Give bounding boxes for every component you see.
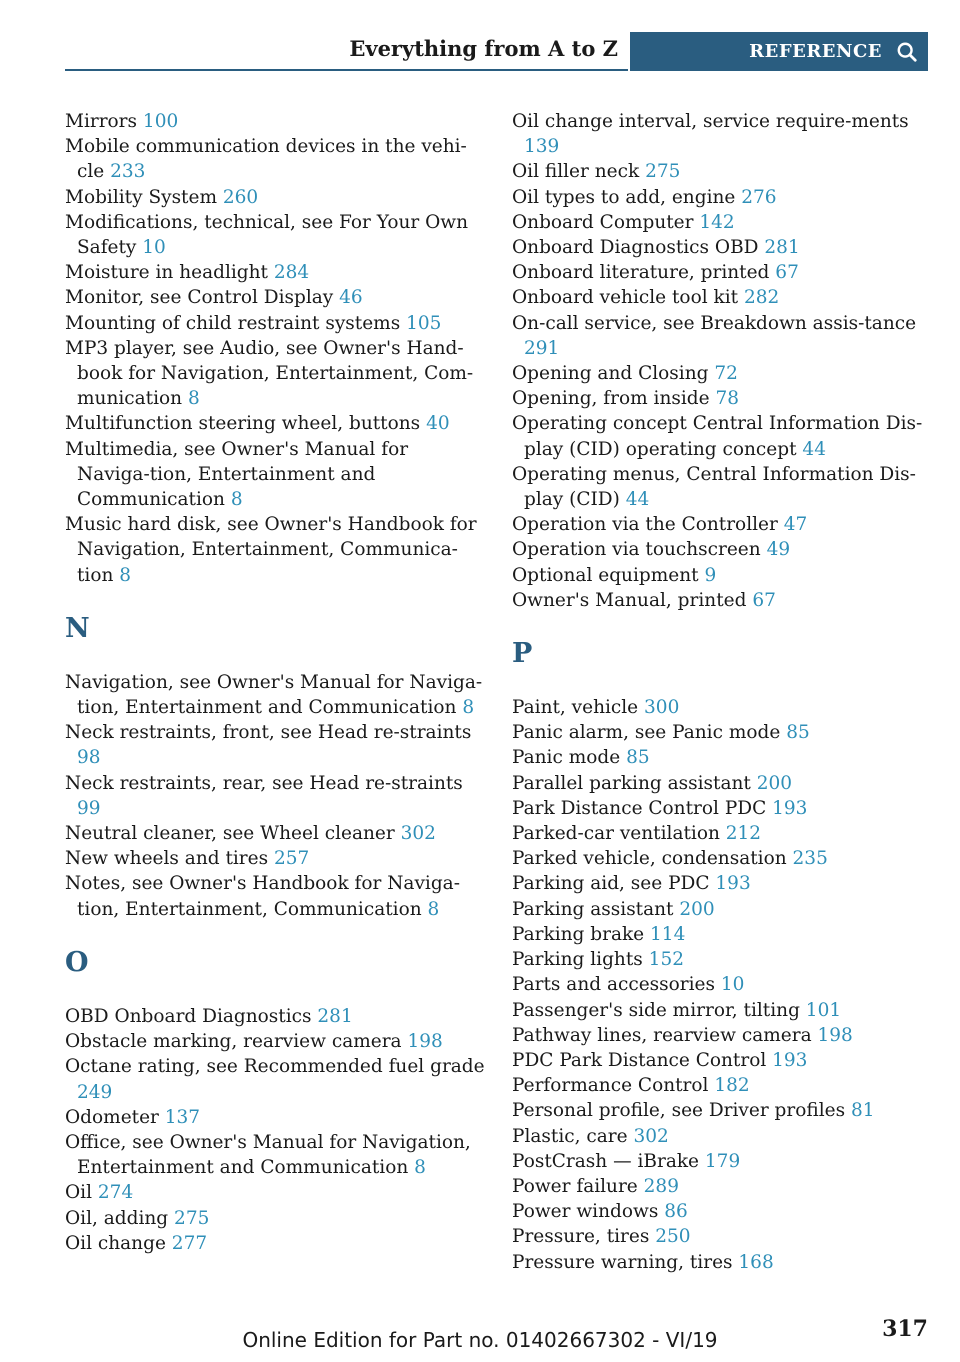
index-term: Oil	[65, 1182, 93, 1204]
index-term: Mobile communication devices in the vehi-cle	[65, 136, 467, 183]
index-entry	[512, 897, 932, 922]
page-reference-link[interactable]: 142	[699, 211, 735, 233]
index-term: Park Distance Control PDC	[512, 797, 767, 819]
page-reference-link[interactable]: 300	[644, 697, 680, 719]
index-term: Neck restraints, front, see Head re-straints	[65, 722, 472, 744]
index-term: Operating menus, Central Information Dis-play (CID)	[512, 463, 916, 511]
index-term: Neck restraints, rear, see Head re-straints	[65, 772, 463, 794]
index-term: Operation via the Controller	[512, 514, 778, 536]
index-entry	[65, 1029, 485, 1054]
page-reference-link[interactable]: 9	[704, 564, 717, 586]
index-term: Multimedia, see Owner's Manual for Naviga-tion, Entertainment and Communication	[65, 438, 409, 511]
page-reference-link[interactable]: 260	[222, 186, 259, 208]
index-term: Navigation, see Owner's Manual for Naviga-tion, Entertainment and Communication	[65, 671, 483, 719]
page-reference-link[interactable]: 137	[164, 1106, 201, 1128]
page-reference-link[interactable]: 249	[77, 1081, 113, 1103]
page-reference-link[interactable]: 81	[850, 1100, 875, 1122]
index-entry	[65, 1004, 485, 1029]
page-reference-link[interactable]: 8	[119, 564, 132, 586]
page-reference-link[interactable]: 8	[187, 388, 200, 410]
index-entry	[512, 745, 932, 770]
index-term: Oil change	[65, 1232, 166, 1254]
page-reference-link[interactable]: 49	[766, 539, 791, 561]
page-reference-link[interactable]: 277	[171, 1232, 208, 1254]
index-term: Music hard disk, see Owner's Handbook for Navigation, Entertainment, Communica-tion	[65, 514, 477, 586]
page-reference-link[interactable]: 100	[142, 111, 179, 132]
index-term: Paint, vehicle	[512, 697, 639, 719]
index-term: Parking brake	[512, 923, 645, 945]
page-reference-link[interactable]: 114	[650, 923, 686, 945]
index-term: Pressure warning, tires	[512, 1251, 733, 1273]
page-reference-link[interactable]: 284	[273, 262, 310, 284]
index-term: Operating concept Central Information Dis-play (CID) operating concept	[512, 413, 923, 460]
index-entry	[65, 210, 485, 260]
page-reference-link[interactable]: 235	[792, 848, 828, 870]
index-entry	[65, 1130, 485, 1180]
page-reference-link[interactable]: 250	[655, 1226, 691, 1248]
index-entry	[65, 1206, 485, 1231]
index-term: Mirrors	[65, 111, 138, 132]
index-column-right	[512, 109, 932, 1275]
page-reference-link[interactable]: 212	[725, 823, 762, 845]
page-reference-link[interactable]: 193	[772, 1049, 808, 1071]
index-term: Moisture in headlight	[65, 262, 268, 284]
page-reference-link[interactable]: 44	[802, 438, 826, 460]
page-reference-link[interactable]: 200	[756, 772, 793, 794]
index-term: New wheels and tires	[65, 848, 269, 870]
index-entry	[512, 771, 932, 796]
chapter-title: Everything from A to Z	[349, 36, 618, 61]
index-entry	[512, 210, 932, 235]
index-term: Onboard Computer	[512, 211, 694, 233]
index-entry	[512, 821, 932, 846]
index-letter-heading: O	[65, 946, 89, 978]
index-term: On-call service, see Breakdown assis-tance	[512, 312, 917, 334]
index-entry	[512, 947, 932, 972]
index-entry	[512, 185, 932, 210]
page-reference-link[interactable]: 98	[77, 747, 101, 769]
index-entry	[512, 1023, 932, 1048]
index-entry	[512, 720, 932, 745]
index-term: Mobility System	[65, 186, 217, 208]
index-entry	[512, 922, 932, 947]
index-entry	[65, 512, 485, 588]
index-entry	[512, 1174, 932, 1199]
index-entry	[512, 311, 932, 361]
index-term: Neutral cleaner, see Wheel cleaner	[65, 823, 395, 845]
index-term: Multifunction steering wheel, buttons	[65, 413, 421, 435]
page-reference-link[interactable]: 198	[407, 1031, 443, 1053]
index-term: Modifications, technical, see For Your Own Safety	[65, 211, 469, 259]
page-reference-link[interactable]: 8	[414, 1157, 426, 1179]
index-entry	[512, 159, 932, 184]
search-icon	[896, 41, 918, 63]
index-entry	[512, 588, 932, 613]
index-entry	[65, 311, 485, 336]
index-term: Monitor, see Control Display	[65, 287, 334, 309]
page-reference-link[interactable]: 99	[77, 797, 101, 819]
index-term: PostCrash — iBrake	[512, 1150, 700, 1172]
index-entry	[65, 720, 485, 770]
page-reference-link[interactable]: 275	[174, 1207, 210, 1229]
page-reference-link[interactable]: 8	[427, 898, 440, 920]
index-term: Oil change interval, service require-ments	[512, 111, 909, 132]
page-reference-link[interactable]: 44	[625, 489, 650, 511]
index-term: Parts and accessories	[512, 974, 715, 996]
index-entry	[512, 1048, 932, 1073]
index-term: Opening, from inside	[512, 388, 710, 410]
index-term: Obstacle marking, rearview camera	[65, 1031, 402, 1053]
index-entry	[512, 972, 932, 997]
page-reference-link[interactable]: 200	[679, 898, 715, 920]
index-entry	[512, 1073, 932, 1098]
index-entry	[512, 260, 932, 285]
page-reference-link[interactable]: 168	[738, 1251, 774, 1273]
index-term: Parked vehicle, condensation	[512, 848, 787, 870]
index-entry	[65, 437, 485, 513]
page-reference-link[interactable]: 85	[626, 747, 650, 769]
page-number: 317	[882, 1316, 928, 1342]
index-term: Parked-car ventilation	[512, 823, 720, 845]
page-reference-link[interactable]: 46	[339, 287, 363, 309]
index-entry	[65, 1105, 485, 1130]
index-term: Power failure	[512, 1175, 638, 1197]
index-entry	[512, 998, 932, 1023]
index-term: Plastic, care	[512, 1125, 628, 1147]
page-reference-link[interactable]: 67	[752, 589, 776, 611]
index-term: Notes, see Owner's Handbook for Naviga-tion, Entertainment, Communication	[65, 873, 460, 920]
page-reference-link[interactable]: 10	[720, 974, 745, 996]
page-reference-link[interactable]: 291	[524, 337, 560, 359]
index-entry	[512, 563, 932, 588]
page-reference-link[interactable]: 105	[406, 312, 442, 334]
index-term: Onboard literature, printed	[512, 262, 770, 284]
page-header	[65, 32, 928, 70]
page-reference-link[interactable]: 78	[715, 388, 740, 410]
index-entry	[65, 871, 485, 921]
index-entry	[65, 771, 485, 821]
index-term: Onboard Diagnostics OBD	[512, 237, 759, 259]
index-entry	[65, 1231, 485, 1256]
index-term: Onboard vehicle tool kit	[512, 287, 739, 309]
index-term: Office, see Owner's Manual for Navigation, Entertainment and Communication	[65, 1131, 471, 1179]
index-entry	[65, 846, 485, 871]
page-reference-link[interactable]: 289	[643, 1175, 679, 1197]
index-entry	[65, 1180, 485, 1205]
index-term: OBD Onboard Diagnostics	[65, 1005, 312, 1027]
page-reference-link[interactable]: 85	[786, 722, 810, 744]
index-term: Panic alarm, see Panic mode	[512, 722, 781, 744]
index-term: Octane rating, see Recommended fuel grade	[65, 1056, 485, 1078]
page-reference-link[interactable]: 67	[775, 262, 799, 284]
page-reference-link[interactable]: 198	[817, 1024, 853, 1046]
index-entry	[512, 1098, 932, 1123]
index-entry	[512, 796, 932, 821]
index-term: MP3 player, see Audio, see Owner's Hand-book for Navigation, Entertainment, Com-munication	[65, 337, 474, 410]
section-label: REFERENCE	[749, 41, 882, 62]
index-entry	[512, 386, 932, 411]
index-term: Mounting of child restraint systems	[65, 312, 401, 334]
index-term: Owner's Manual, printed	[512, 589, 747, 611]
page-reference-link[interactable]: 276	[741, 186, 777, 208]
index-entry	[512, 846, 932, 871]
index-term: Oil, adding	[65, 1207, 169, 1229]
index-term: Opening and Closing	[512, 363, 709, 385]
page-reference-link[interactable]: 72	[714, 363, 738, 385]
index-entry	[512, 1124, 932, 1149]
index-entry	[65, 411, 485, 436]
index-entry	[65, 336, 485, 412]
index-entry	[512, 1149, 932, 1174]
index-entry	[65, 260, 485, 285]
page-reference-link[interactable]: 139	[524, 136, 560, 158]
index-entry	[512, 1199, 932, 1224]
index-entry	[65, 670, 485, 720]
index-entry	[512, 695, 932, 720]
index-entry	[512, 537, 932, 562]
index-entry	[65, 185, 485, 210]
edition-note: Online Edition for Part no. 01402667302 - VI/19	[242, 1328, 718, 1352]
index-term: Power windows	[512, 1201, 659, 1223]
page-reference-link[interactable]: 182	[714, 1075, 750, 1097]
page-reference-link[interactable]: 274	[97, 1182, 134, 1204]
index-entry	[65, 109, 485, 134]
index-term: Oil filler neck	[512, 161, 640, 183]
header-rule	[65, 69, 628, 71]
page-reference-link[interactable]: 281	[764, 237, 800, 259]
page-reference-link[interactable]: 40	[426, 413, 450, 435]
page-reference-link[interactable]: 101	[805, 999, 842, 1021]
index-entry	[65, 821, 485, 846]
page-reference-link[interactable]: 47	[783, 514, 808, 536]
index-term: Passenger's side mirror, tilting	[512, 999, 800, 1021]
page-reference-link[interactable]: 275	[645, 161, 681, 183]
index-entry	[512, 285, 932, 310]
page-reference-link[interactable]: 302	[400, 823, 436, 845]
index-term: Oil types to add, engine	[512, 186, 736, 208]
index-term: Optional equipment	[512, 564, 699, 586]
page-reference-link[interactable]: 281	[317, 1005, 353, 1027]
index-column-left	[65, 109, 485, 1256]
page-reference-link[interactable]: 8	[462, 697, 475, 719]
index-entry	[512, 1224, 932, 1249]
index-entry	[512, 109, 932, 159]
index-term: Parking assistant	[512, 898, 674, 920]
index-term: PDC Park Distance Control	[512, 1049, 767, 1071]
page-reference-link[interactable]: 193	[772, 797, 808, 819]
index-entry	[512, 235, 932, 260]
index-entry	[512, 361, 932, 386]
index-term: Operation via touchscreen	[512, 539, 761, 561]
index-term: Parallel parking assistant	[512, 772, 751, 794]
index-entry	[65, 134, 485, 184]
index-letter-heading: P	[512, 638, 533, 670]
index-term: Parking aid, see PDC	[512, 873, 710, 895]
page-reference-link[interactable]: 86	[664, 1201, 688, 1223]
index-term: Personal profile, see Driver profiles	[512, 1100, 846, 1122]
index-entry	[65, 285, 485, 310]
page-reference-link[interactable]: 193	[715, 873, 751, 895]
index-term: Odometer	[65, 1106, 159, 1128]
index-term: Panic mode	[512, 747, 621, 769]
page-reference-link[interactable]: 233	[110, 161, 146, 183]
page-reference-link[interactable]: 152	[648, 949, 684, 971]
page-reference-link[interactable]: 8	[230, 489, 243, 511]
page-reference-link[interactable]: 302	[633, 1125, 669, 1147]
page-reference-link[interactable]: 282	[743, 287, 780, 309]
index-term: Pressure, tires	[512, 1226, 650, 1248]
index-term: Pathway lines, rearview camera	[512, 1024, 812, 1046]
index-entry	[512, 411, 932, 461]
index-term: Performance Control	[512, 1075, 709, 1097]
index-entry	[512, 871, 932, 896]
index-entry	[512, 462, 932, 512]
page-reference-link[interactable]: 257	[273, 848, 310, 870]
section-badge	[630, 32, 928, 71]
index-letter-heading: N	[65, 612, 90, 644]
index-term: Parking lights	[512, 949, 643, 971]
page-reference-link[interactable]: 179	[704, 1150, 741, 1172]
index-entry	[512, 512, 932, 537]
index-entry	[512, 1250, 932, 1275]
page-reference-link[interactable]: 10	[142, 237, 166, 259]
index-entry	[65, 1054, 485, 1104]
